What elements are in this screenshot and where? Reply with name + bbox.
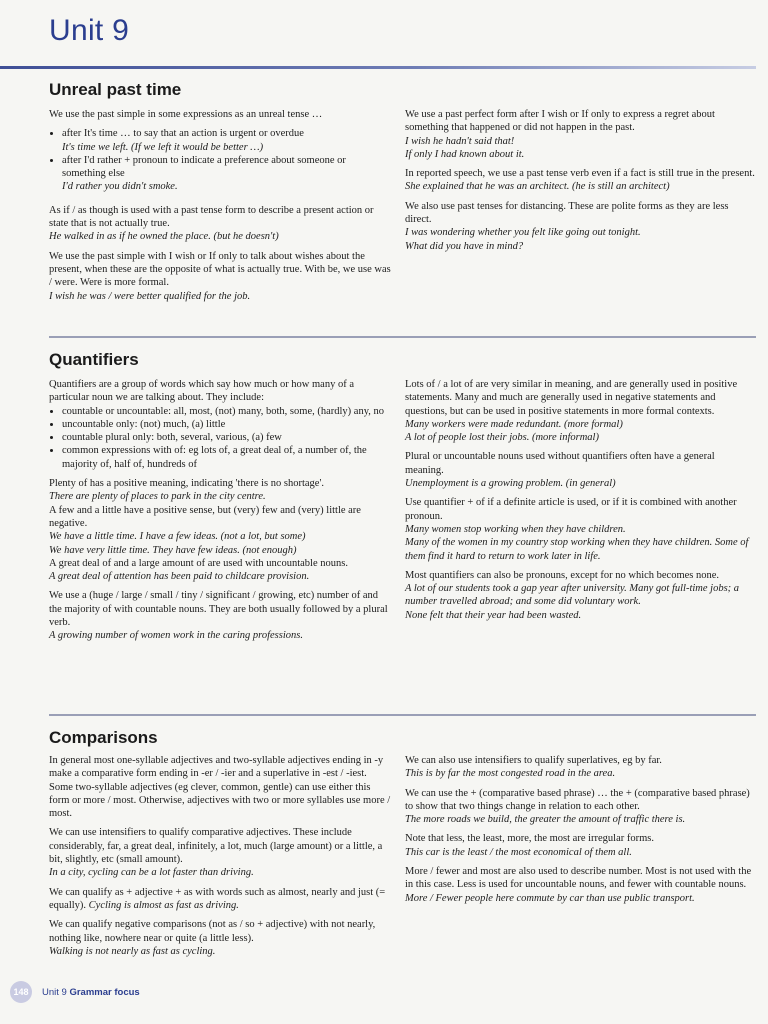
left-column <box>49 378 391 649</box>
right-column <box>405 108 755 259</box>
list-item: • after I'd rather + pronoun to indicate a preference about someone or something else I'd rather you didn't smoke. <box>62 154 391 194</box>
paragraph: We also use past tenses for distancing. These are polite forms as they are less direct. <box>405 200 729 226</box>
example: In a city, cycling can be a lot faster than driving. <box>49 867 254 879</box>
page-title: Unit 9 <box>49 14 130 47</box>
paragraph: We can also use intensifiers to qualify superlatives, eg by far. <box>405 755 662 766</box>
bullet-list <box>49 127 391 193</box>
paragraph: Lots of / a lot of are very similar in meaning, and are generally used in positive statements. Many and much are generally used in negative statements and questions, but can be used in positive statements in more formal contexts. <box>405 379 738 417</box>
section-quantifiers <box>49 336 756 706</box>
paragraph: Quantifiers are a group of words which say how much or how many of a particular noun we are talking about. They include: <box>49 379 355 404</box>
paragraph: We use the past simple with I wish or If only to talk about wishes about the present, when these are the opposite of what is actually true. With be, we use was / were. Were is more formal. <box>49 250 391 289</box>
paragraph: Plural or uncountable nouns used without quantifiers often have a general meaning. <box>405 451 715 476</box>
section-rule <box>49 336 756 338</box>
example: If only I had known about it. <box>405 148 525 160</box>
list-item: • countable plural only: both, several, various, (a) few <box>62 431 391 444</box>
paragraph: Plenty of has a positive meaning, indicating 'there is no shortage'. <box>49 478 324 490</box>
example: Many of the women in my country stop working when they have children. Some of them find it hard to return to work later in life. <box>405 537 749 562</box>
example: Many workers were made redundant. (more formal) <box>405 418 623 430</box>
list-item: • common expressions with of: eg lots of, a great deal of, a number of, the majority of, half of, hundreds of <box>62 444 391 471</box>
example: None felt that their year had been wasted. <box>405 609 582 621</box>
paragraph: As if / as though is used with a past tense form to describe a present action or state that is not actually true. <box>49 204 374 230</box>
paragraph: We can use the + (comparative based phrase) … the + (comparative based phrase) to show that two things change in relation to each other. <box>405 787 750 812</box>
example: A lot of our students took a gap year after university. Many got full-time jobs; a number travelled abroad; and some did voluntary work. <box>405 583 740 608</box>
example: Cycling is almost as fast as driving. <box>88 899 239 911</box>
example: Walking is not nearly as fast as cycling. <box>49 945 216 957</box>
footer-label: Unit 9 Grammar focus <box>42 986 140 998</box>
example: This car is the least / the most economical of them all. <box>405 846 632 858</box>
left-column <box>49 108 391 309</box>
page-number-badge: 148 <box>10 981 32 1003</box>
paragraph: In general most one-syllable adjectives and two-syllable adjectives ending in -y make a comparative form ending in -er / -ier and a superlative in -est / -iest. Some two-syllable adjectives (eg clever, common, gentle) can use either this form or more / most. Otherwise, adjectives with two or more syllables use more / most. <box>49 755 391 820</box>
example: There are plenty of places to park in the city centre. <box>49 491 266 503</box>
list-item: • countable or uncountable: all, most, (not) many, both, some, (hardly) any, no <box>62 405 391 418</box>
paragraph: We can use intensifiers to qualify comparative adjectives. These include considerably, far, a great deal, infinitely, a lot, much (large amount) or a little, a bit, slightly, etc (small amount). <box>49 827 383 866</box>
list-item: • uncountable only: (not) much, (a) little <box>62 418 391 431</box>
example: What did you have in mind? <box>405 240 524 252</box>
example: Many women stop working when they have children. <box>405 523 626 535</box>
example: I wish he hadn't said that! <box>405 135 515 147</box>
list-item: • after It's time … to say that an action is urgent or overdue It's time we left. (If we left it would be better …) <box>62 127 391 154</box>
example: The more roads we build, the greater the amount of traffic there is. <box>405 814 686 826</box>
example: She explained that he was an architect. (he is still an architect) <box>405 181 670 193</box>
example: This is by far the most congested road in the area. <box>405 768 616 780</box>
paragraph: We can qualify as + adjective + as with words such as almost, nearly and just (= equally). <box>49 886 386 911</box>
example: He walked in as if he owned the place. (but he doesn't) <box>49 231 279 243</box>
paragraph: We can qualify negative comparisons (not as / so + adjective) with not nearly, nothing like, nowhere near or quite (a little less). <box>49 919 376 944</box>
paragraph: Note that less, the least, more, the most are irregular forms. <box>405 833 655 845</box>
paragraph: We use a past perfect form after I wish or If only to express a regret about something that happened or did not happen in the past. <box>405 109 715 134</box>
section-comparisons <box>49 714 756 984</box>
example: It's time we left. (If we left it would be better …) <box>62 141 264 153</box>
section-heading: Quantifiers <box>49 350 139 369</box>
example: We have a little time. I have a few ideas. (not a lot, but some) <box>49 531 306 543</box>
paragraph: Use quantifier + of if a definite article is used, or if it is combined with another pronoun. <box>405 497 737 522</box>
section-heading: Unreal past time <box>49 80 182 99</box>
page-footer <box>10 982 140 1002</box>
section-heading: Comparisons <box>49 728 158 747</box>
example: More / Fewer people here commute by car than use public transport. <box>405 892 695 904</box>
paragraph: We use a (huge / large / small / tiny / significant / growing, etc) number of and the majority of with countable nouns. They are both usually followed by a plural verb. <box>49 590 388 629</box>
paragraph: We use the past simple in some expressions as an unreal tense … <box>49 109 323 120</box>
section-unreal-past-time <box>49 80 756 320</box>
example: I was wondering whether you felt like going out tonight. <box>405 227 641 239</box>
title-rule <box>0 66 756 69</box>
left-column <box>49 754 391 964</box>
paragraph: A great deal of and a large amount of are used with uncountable nouns. <box>49 557 348 569</box>
paragraph: A few and a little have a positive sense, but (very) few and (very) little are negative. <box>49 504 361 529</box>
example: I wish he was / were better qualified for the job. <box>49 290 251 302</box>
paragraph: Most quantifiers can also be pronouns, except for no which becomes none. <box>405 569 720 581</box>
right-column <box>405 378 755 628</box>
example: Unemployment is a growing problem. (in general) <box>405 478 616 490</box>
right-column <box>405 754 755 911</box>
example: A growing number of women work in the caring professions. <box>49 630 303 642</box>
example: A great deal of attention has been paid to childcare provision. <box>49 571 310 583</box>
section-rule <box>49 714 756 716</box>
example: We have very little time. They have few ideas. (not enough) <box>49 544 297 556</box>
example: I'd rather you didn't smoke. <box>62 181 178 193</box>
example: A lot of people lost their jobs. (more informal) <box>405 432 599 444</box>
bullet-list <box>49 405 391 471</box>
paragraph: More / fewer and most are also used to describe number. Most is not used with the in this case. Less is used for uncountable nouns, and fewer with countable nouns. <box>405 866 752 891</box>
paragraph: In reported speech, we use a past tense verb even if a fact is still true in the present. <box>405 168 755 180</box>
